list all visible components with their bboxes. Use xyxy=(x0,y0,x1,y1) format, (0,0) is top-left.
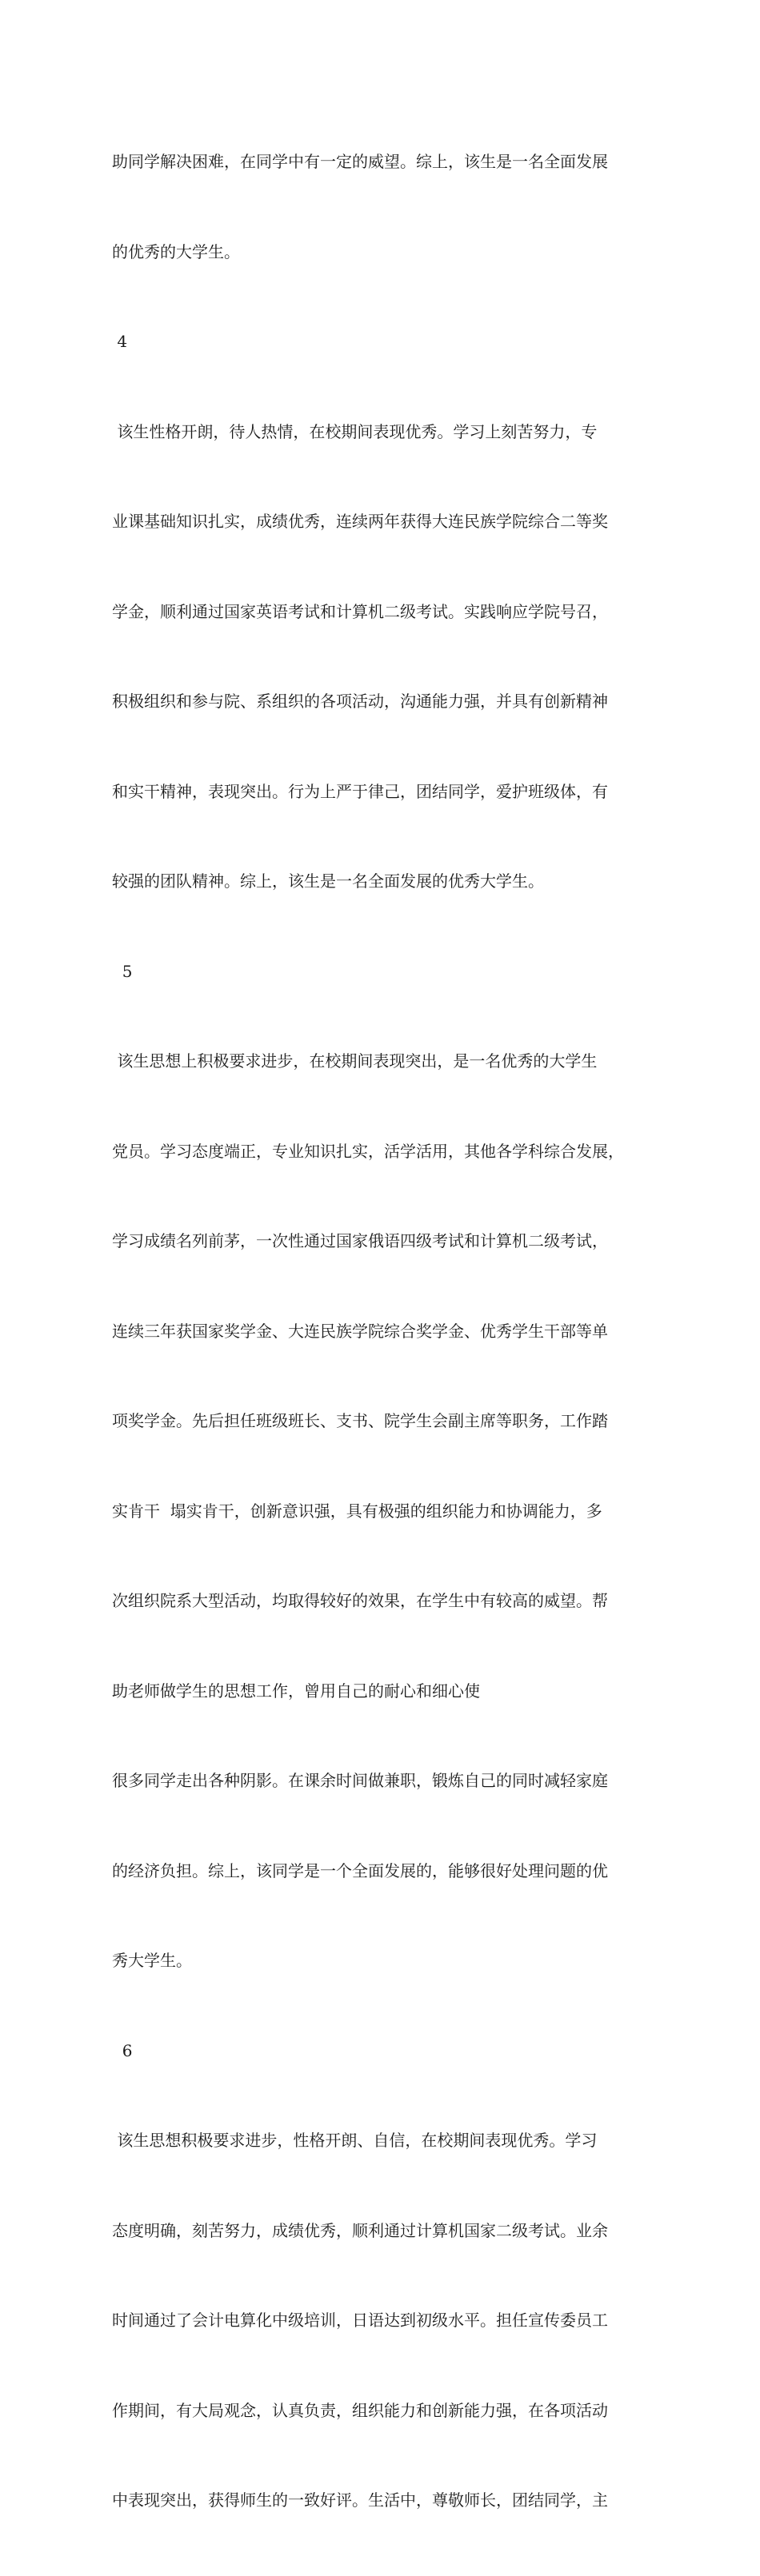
text-line: 学金，顺利通过国家英语考试和计算机二级考试。实践响应学院号召， xyxy=(112,601,608,621)
text-line: 项奖学金。先后担任班级班长、支书、院学生会副主席等职务，工作踏 xyxy=(112,1411,608,1430)
text-line: 时间通过了会计电算化中级培训，日语达到初级水平。担任宣传委员工 xyxy=(112,2311,608,2330)
text-line: 次组织院系大型活动，均取得较好的效果，在学生中有较高的威望。帮 xyxy=(112,1591,608,1610)
section-number: 6 xyxy=(112,2040,133,2060)
text-line: 秀大学生。 xyxy=(112,1951,192,1970)
text-line: 态度明确，刻苦努力，成绩优秀，顺利通过计算机国家二级考试。业余 xyxy=(112,2220,608,2240)
text-line: 和实干精神，表现突出。行为上严于律己，团结同学，爱护班级体，有 xyxy=(112,781,608,801)
text-line: 助老师做学生的思想工作，曾用自己的耐心和细心使 xyxy=(112,1681,480,1701)
text-line: 助同学解决困难，在同学中有一定的威望。综上，该生是一名全面发展 xyxy=(112,152,608,171)
text-line: 的经济负担。综上，该同学是一个全面发展的，能够很好处理问题的优 xyxy=(112,1860,608,1880)
text-line: 该生思想上积极要求进步，在校期间表现突出，是一名优秀的大学生 xyxy=(112,1051,598,1071)
text-line: 该生思想积极要求进步，性格开朗、自信，在校期间表现优秀。学习 xyxy=(112,2131,598,2150)
text-line: 连续三年获国家奖学金、大连民族学院综合奖学金、优秀学生干部等单 xyxy=(112,1321,608,1341)
text-line: 学习成绩名列前茅，一次性通过国家俄语四级考试和计算机二级考试， xyxy=(112,1231,608,1250)
text-line: 作期间，有大局观念，认真负责，组织能力和创新能力强，在各项活动 xyxy=(112,2400,608,2420)
text-line: 党员。学习态度端正，专业知识扎实，活学活用，其他各学科综合发展， xyxy=(112,1141,624,1161)
section-number: 5 xyxy=(112,961,133,981)
text-line: 该生性格开朗，待人热情，在校期间表现优秀。学习上刻苦努力，专 xyxy=(112,421,598,441)
text-line: 中表现突出，获得师生的一致好评。生活中，尊敬师长，团结同学，主 xyxy=(112,2490,608,2510)
section-number: 4 xyxy=(112,332,128,351)
text-line: 积极组织和参与院、系组织的各项活动，沟通能力强，并具有创新精神 xyxy=(112,692,608,711)
text-line: 很多同学走出各种阴影。在课余时间做兼职，锻炼自己的同时减轻家庭 xyxy=(112,1771,608,1790)
text-line: 实肯干 塌实肯干，创新意识强，具有极强的组织能力和协调能力，多 xyxy=(112,1501,602,1521)
text-line: 的优秀的大学生。 xyxy=(112,241,240,261)
text-line: 较强的团队精神。综上，该生是一名全面发展的优秀大学生。 xyxy=(112,871,544,891)
body-text xyxy=(112,87,664,2576)
text-line: 业课基础知识扎实，成绩优秀，连续两年获得大连民族学院综合二等奖 xyxy=(112,512,608,531)
